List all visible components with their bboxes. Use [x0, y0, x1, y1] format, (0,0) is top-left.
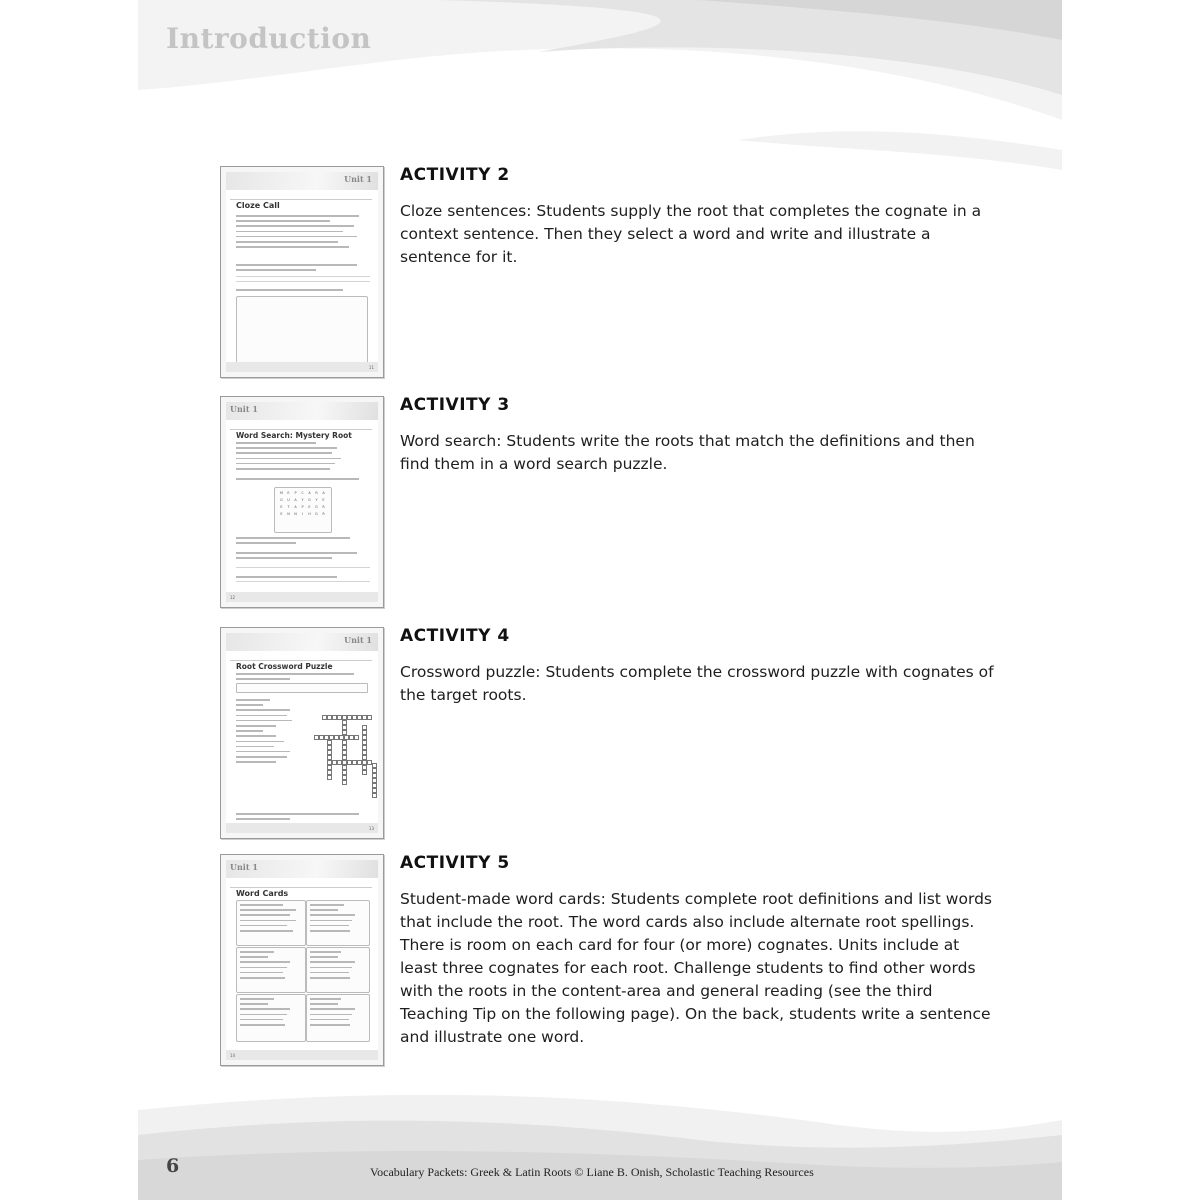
- word-search-letter: G: [308, 498, 311, 502]
- activity-2-worksheet-thumbnail: [220, 166, 384, 378]
- word-search-letter: A: [308, 491, 311, 495]
- word-search-letter: C: [301, 491, 304, 495]
- word-search-letter: A: [322, 491, 325, 495]
- word-search-letter: U: [287, 498, 290, 502]
- crossword-cell: [354, 735, 359, 740]
- thumbnail-title: Root Crossword Puzzle: [236, 662, 333, 671]
- thumbnail-page-number: 14: [230, 1053, 236, 1058]
- word-search-letter: I: [302, 512, 303, 516]
- crossword-cell: [342, 780, 347, 785]
- word-search-letter: R: [322, 512, 325, 516]
- footer-credit: Vocabulary Packets: Greek & Latin Roots © Liane B. Onish, Scholastic Teaching Resources: [370, 1165, 814, 1179]
- activity-4-worksheet-thumbnail: [220, 627, 384, 839]
- word-search-letter: G: [315, 505, 318, 509]
- thumbnail-unit-label: Unit 1: [344, 174, 372, 184]
- activity-5-worksheet-thumbnail: [220, 854, 384, 1066]
- activity-heading: ACTIVITY 3: [400, 395, 510, 415]
- thumbnail-title: Word Cards: [236, 889, 289, 898]
- word-search-letter: T: [287, 505, 290, 509]
- word-search-letter: A: [294, 505, 297, 509]
- thumbnail-unit-label: Unit 1: [344, 635, 372, 645]
- word-search-letter: Y: [315, 498, 318, 502]
- activity-description: Word search: Students write the roots that match the definitions and then find them in a word search puzzle.: [400, 432, 975, 473]
- word-search-letter: E: [322, 498, 325, 502]
- crossword-cell: [372, 793, 377, 798]
- crossword-cell: [362, 770, 367, 775]
- word-search-letter: H: [308, 512, 311, 516]
- thumbnail-page-number: 13: [368, 826, 374, 831]
- word-search-letter: N: [294, 512, 297, 516]
- crossword-cell: [367, 715, 372, 720]
- thumbnail-title: Word Search: Mystery Root: [236, 431, 352, 440]
- crossword-grid: [314, 713, 384, 803]
- activity-heading: ACTIVITY 5: [400, 853, 510, 873]
- activity-description: Crossword puzzle: Students complete the crossword puzzle with cognates of the target roots.: [400, 663, 994, 704]
- word-search-letter: E: [287, 491, 290, 495]
- word-search-letter: G: [280, 498, 283, 502]
- thumbnail-page-number: 11: [368, 365, 374, 370]
- activity-heading: ACTIVITY 4: [400, 626, 510, 646]
- word-search-letter: P: [294, 491, 297, 495]
- word-search-letter: E: [308, 505, 311, 509]
- activity-heading: ACTIVITY 2: [400, 165, 510, 185]
- activity-description: Student-made word cards: Students complete root definitions and list words that include the root. The word cards also include alternate root spellings. There is room on each card for four (or more) cognates. Units include at least three cognates for each root. Challenge students to find other words with the roots in the content-area and general reading (see the third Teaching Tip on the following page). On the back, students write a sentence and illustrate one word.: [400, 890, 992, 1046]
- page-number: 6: [166, 1155, 180, 1177]
- thumbnail-unit-label: Unit 1: [230, 404, 258, 414]
- word-search-letter: E: [280, 512, 283, 516]
- word-search-grid: [278, 490, 327, 518]
- word-search-letter: Y: [301, 498, 304, 502]
- word-search-letter: M: [280, 491, 283, 495]
- crossword-cell: [327, 775, 332, 780]
- word-search-letter: G: [315, 512, 318, 516]
- word-search-letter: E: [280, 505, 283, 509]
- activity-3-worksheet-thumbnail: [220, 396, 384, 608]
- section-title: Introduction: [166, 22, 372, 55]
- footer-swoosh-decoration: [138, 1090, 1062, 1200]
- thumbnail-unit-label: Unit 1: [230, 862, 258, 872]
- book-page: [138, 0, 1062, 1200]
- word-search-letter: R: [315, 491, 318, 495]
- word-search-letter: A: [294, 498, 297, 502]
- word-search-letter: R: [322, 505, 325, 509]
- activity-description: Cloze sentences: Students supply the root that completes the cognate in a context sentence. Then they select a word and write and illustrate a sentence for it.: [400, 202, 982, 266]
- word-search-letter: N: [287, 512, 290, 516]
- thumbnail-page-number: 12: [230, 595, 236, 600]
- word-search-letter: P: [301, 505, 304, 509]
- thumbnail-title: Cloze Call: [236, 201, 280, 210]
